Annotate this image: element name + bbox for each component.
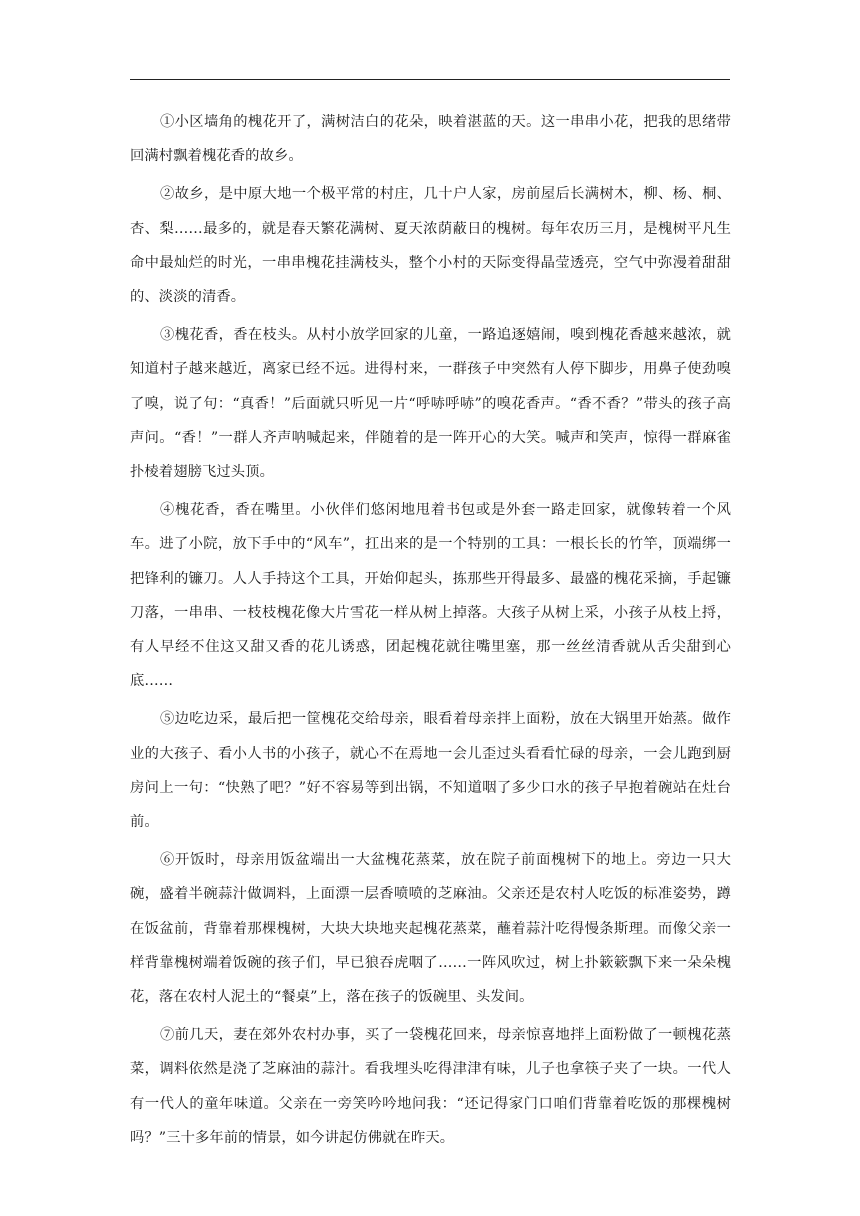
paragraph-2: ②故乡，是中原大地一个极平常的村庄，几十户人家，房前屋后长满树木，柳、杨、桐、杏、梨……最多的，就是春天繁花满树、夏天浓荫蔽日的槐树。每年农历三月，是槐树平凡生命中最灿烂的时光，一串串槐花挂满枝头，整个小村的天际变得晶莹透亮，空气中弥漫着甜甜的、淡淡的清香。 bbox=[130, 186, 731, 306]
paragraph-7: ⑦前几天，妻在郊外农村办事，买了一袋槐花回来，母亲惊喜地拌上面粉做了一顿槐花蒸菜，调料依然是浇了芝麻油的蒜汁。看我埋头吃得津津有味，儿子也拿筷子夹了一块。一代人有一代人的童年味道。父亲在一旁笑吟吟地问我：“还记得家门口咱们背靠着吃饭的那棵槐树吗？”三十多年前的情景，如今讲起仿佛就在昨天。 bbox=[130, 1027, 731, 1146]
paragraph-5: ⑤边吃边采，最后把一筐槐花交给母亲，眼看着母亲拌上面粉，放在大锅里开始蒸。做作业的大孩子、看小人书的小孩子，就心不在焉地一会儿歪过头看看忙碌的母亲，一会儿跑到厨房问上一句：“快熟了吧？”好不容易等到出锅，不知道咽了多少口水的孩子早抱着碗站在灶台前。 bbox=[130, 711, 731, 831]
paragraph-6: ⑥开饭时，母亲用饭盆端出一大盆槐花蒸菜，放在院子前面槐树下的地上。旁边一只大碗，盛着半碗蒜汁做调料，上面漂一层香喷喷的芝麻油。父亲还是农村人吃饭的标准姿势，蹲在饭盆前，背靠着那棵槐树，大块大块地夹起槐花蒸菜，蘸着蒜汁吃得慢条斯理。而像父亲一样背靠槐树端着饭碗的孩子们，早已狼吞虎咽了……一阵风吹过，树上扑簌簌飘下来一朵朵槐花，落在农村人泥土的“餐桌”上，落在孩子的饭碗里、头发间。 bbox=[130, 852, 731, 1006]
header-rule bbox=[130, 79, 730, 80]
paragraph-1: ①小区墙角的槐花开了，满树洁白的花朵，映着湛蓝的天。这一串串小花，把我的思绪带回满村飘着槐花香的故乡。 bbox=[130, 114, 731, 165]
paragraph-3: ③槐花香，香在枝头。从村小放学回家的儿童，一路追逐嬉闹，嗅到槐花香越来越浓，就知道村子越来越近，离家已经不远。进得村来，一群孩子中突然有人停下脚步，用鼻子使劲嗅了嗅，说了句：“真香！”后面就只听见一片“呼哧呼哧”的嗅花香声。“香不香？”带头的孩子高声问。“香！”一群人齐声呐喊起来，伴随着的是一阵开心的大笑。喊声和笑声，惊得一群麻雀扑棱着翅膀飞过头顶。 bbox=[130, 327, 731, 481]
paragraph-4: ④槐花香，香在嘴里。小伙伴们悠闲地甩着书包或是外套一路走回家，就像转着一个风车。进了小院，放下手中的“风车”，扛出来的是一个特别的工具：一根长长的竹竿，顶端绑一把锋利的镰刀。人人手持这个工具，开始仰起头，拣那些开得最多、最盛的槐花采摘，手起镰刀落，一串串、一枝枝槐花像大片雪花一样从树上掉落。大孩子从树上采，小孩子从枝上捋，有人早经不住这又甜又香的花儿诱惑，团起槐花就往嘴里塞，那一丝丝清香就从舌尖甜到心底…… bbox=[130, 502, 731, 690]
article-body bbox=[130, 105, 731, 1159]
